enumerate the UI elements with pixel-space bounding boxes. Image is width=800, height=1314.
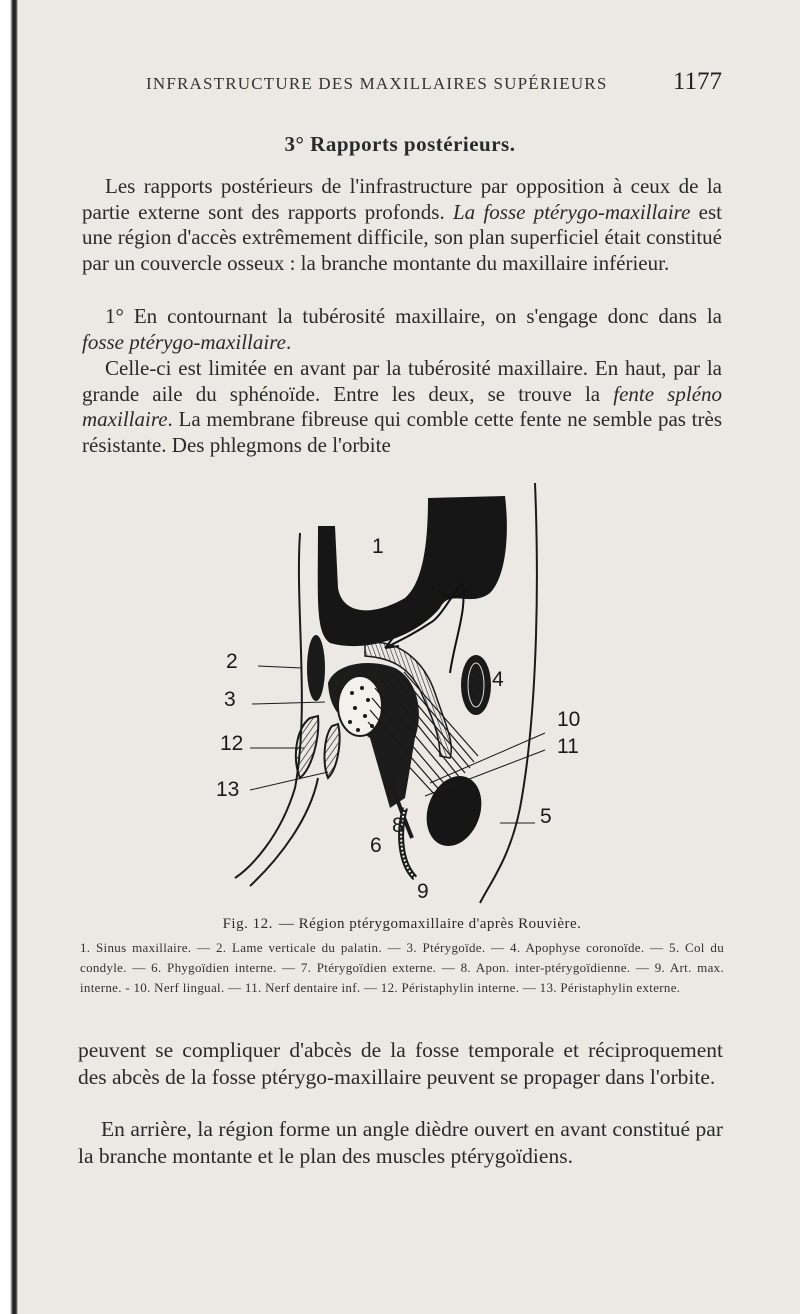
- paragraph-posterior-angle: En arrière, la région forme un angle dièdre ouvert en avant constitué par la branche montante et le plan des muscles ptérygoïdiens.: [78, 1117, 723, 1168]
- paragraph-posterior-relations: [82, 174, 722, 277]
- label-13: 13: [216, 778, 240, 801]
- p3-italic-term: fente spléno maxillaire: [82, 381, 723, 432]
- p3-text-a: Celle-ci est limitée en avant par la tubérosité maxillaire. En haut, par la grande aile du sphénoïde. Entre les deux, se trouve la: [82, 356, 722, 406]
- figure-legend: 1. Sinus maxillaire. — 2. Lame verticale du palatin. — 3. Ptérygoïde. — 4. Apophyse coronoïde. — 5. Col du condyle. — 6. Phygoïdien interne. — 7. Ptérygoïdien externe. — 8. Apon. inter-ptérygoïdienne. — 9. Art. max. interne. - 10. Nerf lingual. — 11. Nerf dentaire inf. — 12. Péristaphylin interne. — 13. Péristaphylin externe.: [80, 940, 724, 995]
- figure-number: Fig. 12.: [222, 916, 273, 932]
- label-5: 5: [540, 805, 552, 828]
- structure-1-maxillary-sinus: [318, 496, 507, 646]
- p1-text-c: est une région d'accès extrêmement difficile, son plan superficiel était constitué par un couvercle osseux : la branche montante du maxillaire inférieur.: [82, 199, 723, 276]
- label-9: 9: [417, 880, 429, 903]
- label-6: 6: [370, 834, 382, 857]
- label-8: 8: [392, 814, 404, 837]
- p1-italic-term: La fosse ptérygo-maxillaire: [452, 199, 691, 224]
- page-number: 1177: [672, 68, 722, 95]
- paragraph-limits: [82, 356, 722, 459]
- p2-text-a: 1° En contournant la tubérosité maxillaire, on s'engage donc dans la: [105, 304, 722, 328]
- label-11: 11: [557, 735, 579, 758]
- structure-13-peristaphylin-externe: [325, 724, 340, 778]
- label-4: 4: [492, 668, 504, 691]
- p1-text-a: Les rapports postérieurs de l'infrastructure par opposition à ceux de la partie externe sont des rapports profonds.: [82, 174, 722, 224]
- section-heading: 3° Rapports postérieurs.: [284, 132, 516, 156]
- outer-contour-left-2: [250, 778, 318, 886]
- paragraph-tuberosity: [82, 304, 722, 355]
- pterygoid-spotted-core: [338, 676, 382, 736]
- running-head: [146, 68, 722, 96]
- p2-text-c: .: [285, 329, 292, 354]
- label-2: 2: [226, 650, 238, 673]
- pterygomaxillary-diagram: [200, 478, 600, 908]
- outer-contour-left: [235, 533, 302, 878]
- figure-title: — Région ptérygomaxillaire d'après Rouvière.: [278, 916, 582, 932]
- anatomical-figure: [200, 478, 600, 908]
- p3-text-c: . La membrane fibreuse qui comble cette fente ne semble pas très résistante. Des phlegmons de l'orbite: [82, 407, 722, 458]
- paragraph-orbit-abscess: peuvent se compliquer d'abcès de la fosse temporale et réciproquement des abcès de la fosse ptérygo-maxillaire peuvent se propager dans l'orbite.: [78, 1038, 723, 1089]
- structure-12-peristaphylin-interne: [296, 716, 318, 778]
- structure-5-condyle-neck: [417, 768, 490, 853]
- p2-italic-term: fosse ptérygo-maxillaire: [82, 329, 286, 354]
- running-title: INFRASTRUCTURE DES MAXILLAIRES SUPÉRIEURS: [146, 74, 608, 93]
- label-10: 10: [557, 708, 581, 731]
- page-binding-edge: [0, 0, 18, 1314]
- figure-caption: [82, 916, 722, 933]
- label-12: 12: [220, 732, 244, 755]
- structure-2-palatine-plate: [307, 635, 325, 701]
- label-3: 3: [224, 688, 236, 711]
- label-1: 1: [372, 535, 384, 558]
